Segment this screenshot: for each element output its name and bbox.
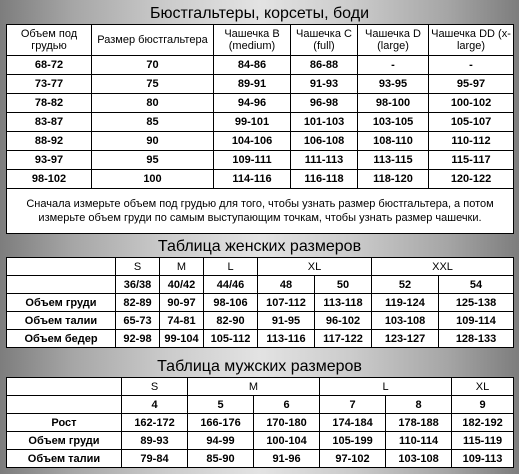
header-cup-b: Чашечка B (medium) <box>214 25 291 56</box>
table-cell: 80 <box>92 94 214 113</box>
group-s: S <box>122 378 188 396</box>
table-row <box>7 312 514 330</box>
row-label: Объем талии <box>7 450 122 468</box>
table-cell: 118-120 <box>358 170 429 189</box>
table-cell: 111-113 <box>291 151 358 170</box>
table-cell: 79-84 <box>122 450 188 468</box>
table-cell: 174-184 <box>320 414 386 432</box>
table-cell: 105-199 <box>320 432 386 450</box>
group-l: L <box>204 258 258 276</box>
size-cell: 44/46 <box>204 276 258 294</box>
size-cell: 9 <box>452 396 514 414</box>
measuring-note: Сначала измерьте объем под грудью для того, чтобы узнать размер бюстгальтера, а потом измерьте объем груди по самым выступающим точкам, чтобы узнать размер чашечки. <box>7 189 514 234</box>
table-cell: 88-92 <box>7 132 92 151</box>
table-row <box>7 94 514 113</box>
table-cell: 73-77 <box>7 75 92 94</box>
men-size-table <box>6 377 514 468</box>
women-title: Таблица женских размеров <box>157 238 362 255</box>
table-cell: 90-97 <box>160 294 204 312</box>
table-cell: 82-89 <box>116 294 160 312</box>
size-cell: 50 <box>315 276 372 294</box>
table-row <box>7 132 514 151</box>
table-cell: 74-81 <box>160 312 204 330</box>
table-cell: 113-116 <box>258 330 315 348</box>
group-s: S <box>116 258 160 276</box>
size-cell: 8 <box>386 396 452 414</box>
table-row <box>7 56 514 75</box>
women-size-row <box>7 276 514 294</box>
table-cell: 65-73 <box>116 312 160 330</box>
table-cell: 94-99 <box>188 432 254 450</box>
table-cell: 119-124 <box>372 294 439 312</box>
size-cell: 36/38 <box>116 276 160 294</box>
header-cup-d: Чашечка D (large) <box>358 25 429 56</box>
table-cell: 75 <box>92 75 214 94</box>
row-label: Объем бедер <box>7 330 116 348</box>
table-cell: 170-180 <box>254 414 320 432</box>
header-bra-size: Размер бюстгальтера <box>92 25 214 56</box>
row-label: Объем груди <box>7 432 122 450</box>
table-cell: 86-88 <box>291 56 358 75</box>
table-row <box>7 170 514 189</box>
group-xl: XL <box>452 378 514 396</box>
group-xxl: XXL <box>372 258 514 276</box>
empty-cell <box>7 258 116 276</box>
table-cell: 120-122 <box>429 170 514 189</box>
table-cell: 104-106 <box>214 132 291 151</box>
table-cell: 108-110 <box>358 132 429 151</box>
header-cup-c: Чашечка C (full) <box>291 25 358 56</box>
table-cell: 115-117 <box>429 151 514 170</box>
row-label: Рост <box>7 414 122 432</box>
table-cell: 166-176 <box>188 414 254 432</box>
table-cell: 98-106 <box>204 294 258 312</box>
size-cell: 4 <box>122 396 188 414</box>
table-row <box>7 294 514 312</box>
table-cell: 92-98 <box>116 330 160 348</box>
table-cell: 114-116 <box>214 170 291 189</box>
empty-cell <box>7 396 122 414</box>
table-cell: 89-93 <box>122 432 188 450</box>
table-cell: 90 <box>92 132 214 151</box>
table-cell: 106-108 <box>291 132 358 151</box>
table-cell: 100-102 <box>429 94 514 113</box>
group-m: M <box>160 258 204 276</box>
table-row <box>7 450 514 468</box>
table-row <box>7 75 514 94</box>
table-row <box>7 330 514 348</box>
table-cell: 98-100 <box>358 94 429 113</box>
table-cell: 93-97 <box>7 151 92 170</box>
table-cell: 95-97 <box>429 75 514 94</box>
table-cell: 178-188 <box>386 414 452 432</box>
table-cell: 82-90 <box>204 312 258 330</box>
table-row <box>7 432 514 450</box>
bras-size-table <box>6 24 514 234</box>
table-cell: 109-114 <box>439 312 514 330</box>
table-cell: 97-102 <box>320 450 386 468</box>
group-xl: XL <box>258 258 372 276</box>
table-cell: 91-93 <box>291 75 358 94</box>
header-cup-dd: Чашечка DD (x-large) <box>429 25 514 56</box>
table-cell: 123-127 <box>372 330 439 348</box>
row-label: Объем груди <box>7 294 116 312</box>
table-cell: 96-102 <box>315 312 372 330</box>
table-row <box>7 151 514 170</box>
size-cell: 5 <box>188 396 254 414</box>
table-cell: 103-108 <box>372 312 439 330</box>
table-cell: 101-103 <box>291 113 358 132</box>
size-cell: 54 <box>439 276 514 294</box>
table-cell: 128-133 <box>439 330 514 348</box>
table-cell: 70 <box>92 56 214 75</box>
header-underbust: Объем под грудью <box>7 25 92 56</box>
table-cell: 103-108 <box>386 450 452 468</box>
men-group-row <box>7 378 514 396</box>
table-cell: 162-172 <box>122 414 188 432</box>
table-cell: 116-118 <box>291 170 358 189</box>
empty-cell <box>7 276 116 294</box>
table-cell: 93-95 <box>358 75 429 94</box>
table-cell: 99-104 <box>160 330 204 348</box>
group-l: L <box>320 378 452 396</box>
table-cell: 113-115 <box>358 151 429 170</box>
table-cell: 83-87 <box>7 113 92 132</box>
table-cell: 91-96 <box>254 450 320 468</box>
size-cell: 6 <box>254 396 320 414</box>
table-cell: 85-90 <box>188 450 254 468</box>
table-cell: 89-91 <box>214 75 291 94</box>
table-cell: 113-118 <box>315 294 372 312</box>
table-cell: 100 <box>92 170 214 189</box>
table-cell: 182-192 <box>452 414 514 432</box>
table-cell: 84-86 <box>214 56 291 75</box>
table-row <box>7 113 514 132</box>
bras-header-row <box>7 25 514 56</box>
women-group-row <box>7 258 514 276</box>
table-cell: 109-113 <box>452 450 514 468</box>
table-cell: 100-104 <box>254 432 320 450</box>
table-cell: 103-105 <box>358 113 429 132</box>
table-cell: 105-112 <box>204 330 258 348</box>
size-cell: 40/42 <box>160 276 204 294</box>
size-cell: 52 <box>372 276 439 294</box>
row-label: Объем талии <box>7 312 116 330</box>
table-cell: 96-98 <box>291 94 358 113</box>
table-cell: 78-82 <box>7 94 92 113</box>
table-cell: 109-111 <box>214 151 291 170</box>
empty-cell <box>7 378 122 396</box>
men-title: Таблица мужских размеров <box>157 358 362 375</box>
bras-title: Бюстгальтеры, корсеты, боди <box>149 5 369 22</box>
table-cell: 125-138 <box>439 294 514 312</box>
size-cell: 48 <box>258 276 315 294</box>
table-cell: - <box>429 56 514 75</box>
table-cell: 91-95 <box>258 312 315 330</box>
table-cell: 110-114 <box>386 432 452 450</box>
table-cell: 95 <box>92 151 214 170</box>
table-cell: 85 <box>92 113 214 132</box>
table-cell: 99-101 <box>214 113 291 132</box>
table-cell: 94-96 <box>214 94 291 113</box>
women-size-table <box>6 257 514 348</box>
table-cell: 117-122 <box>315 330 372 348</box>
table-row <box>7 414 514 432</box>
group-m: M <box>188 378 320 396</box>
men-size-row <box>7 396 514 414</box>
table-cell: 68-72 <box>7 56 92 75</box>
note-row <box>7 189 514 234</box>
size-cell: 7 <box>320 396 386 414</box>
table-cell: 110-112 <box>429 132 514 151</box>
table-cell: 98-102 <box>7 170 92 189</box>
table-cell: 107-112 <box>258 294 315 312</box>
table-cell: 115-119 <box>452 432 514 450</box>
table-cell: 105-107 <box>429 113 514 132</box>
table-cell: - <box>358 56 429 75</box>
